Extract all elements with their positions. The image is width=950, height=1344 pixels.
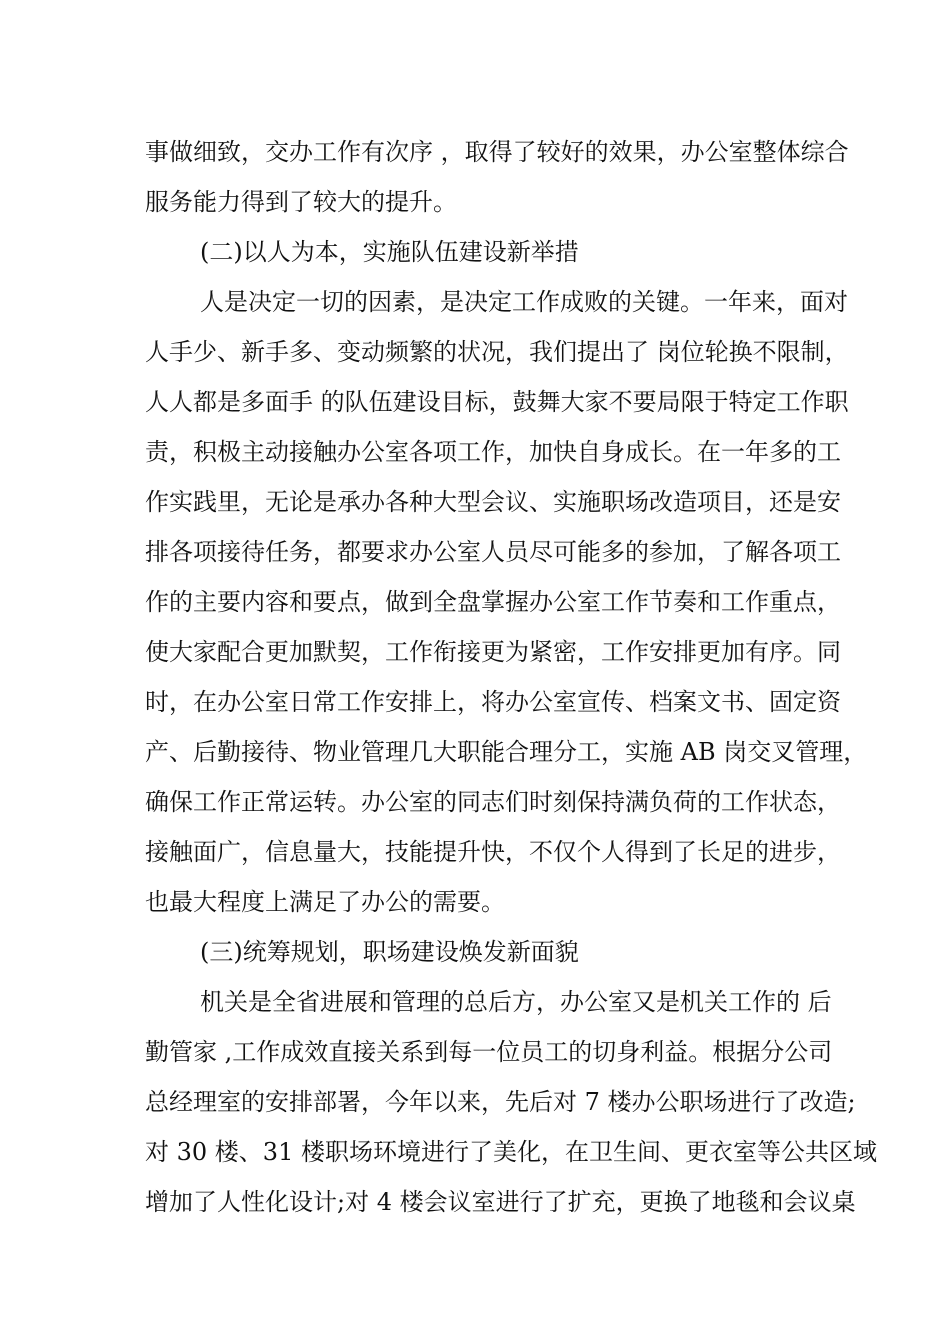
paragraph-line: 总经理室的安排部署，今年以来，先后对 7 楼办公职场进行了改造; [145,1088,856,1116]
paragraph-line: 也最大程度上满足了办公的需要。 [145,888,505,916]
paragraph-line: 使大家配合更加默契，工作衔接更为紧密，工作安排更加有序。同 [145,638,841,666]
section-heading: (二)以人为本，实施队伍建设新举措 [200,238,579,266]
paragraph-line: 人手少、新手多、变动频繁的状况，我们提出了 岗位轮换不限制， [145,338,849,366]
paragraph-line: 机关是全省进展和管理的总后方，办公室又是机关工作的 后 [200,988,832,1016]
section-heading: (三)统筹规划，职场建设焕发新面貌 [200,938,579,966]
paragraph-line: 人人都是多面手 的队伍建设目标，鼓舞大家不要局限于特定工作职 [145,388,849,416]
paragraph-line: 作实践里，无论是承办各种大型会议、实施职场改造项目，还是安 [145,488,841,516]
paragraph-line: 确保工作正常运转。办公室的同志们时刻保持满负荷的工作状态， [145,788,841,816]
paragraph-line: 排各项接待任务，都要求办公室人员尽可能多的参加，了解各项工 [145,538,841,566]
paragraph-line: 产、后勤接待、物业管理几大职能合理分工，实施 AB 岗交叉管理， [145,738,868,766]
paragraph-line: 人是决定一切的因素，是决定工作成败的关键。一年来，面对 [200,288,848,316]
paragraph-line: 勤管家 ,工作成效直接关系到每一位员工的切身利益。根据分公司 [145,1038,833,1066]
paragraph-line: 时，在办公室日常工作安排上，将办公室宣传、档案文书、固定资 [145,688,841,716]
paragraph-line: 服务能力得到了较大的提升。 [145,188,457,216]
paragraph-line: 对 30 楼、31 楼职场环境进行了美化，在卫生间、更衣室等公共区域 [145,1138,877,1166]
paragraph-line: 增加了人性化设计;对 4 楼会议室进行了扩充，更换了地毯和会议桌 [145,1188,856,1216]
paragraph-line: 责，积极主动接触办公室各项工作，加快自身成长。在一年多的工 [145,438,841,466]
paragraph-line: 作的主要内容和要点，做到全盘掌握办公室工作节奏和工作重点， [145,588,841,616]
paragraph-line: 接触面广，信息量大，技能提升快，不仅个人得到了长足的进步， [145,838,841,866]
paragraph-line: 事做细致，交办工作有次序 ，取得了较好的效果，办公室整体综合 [145,138,849,166]
